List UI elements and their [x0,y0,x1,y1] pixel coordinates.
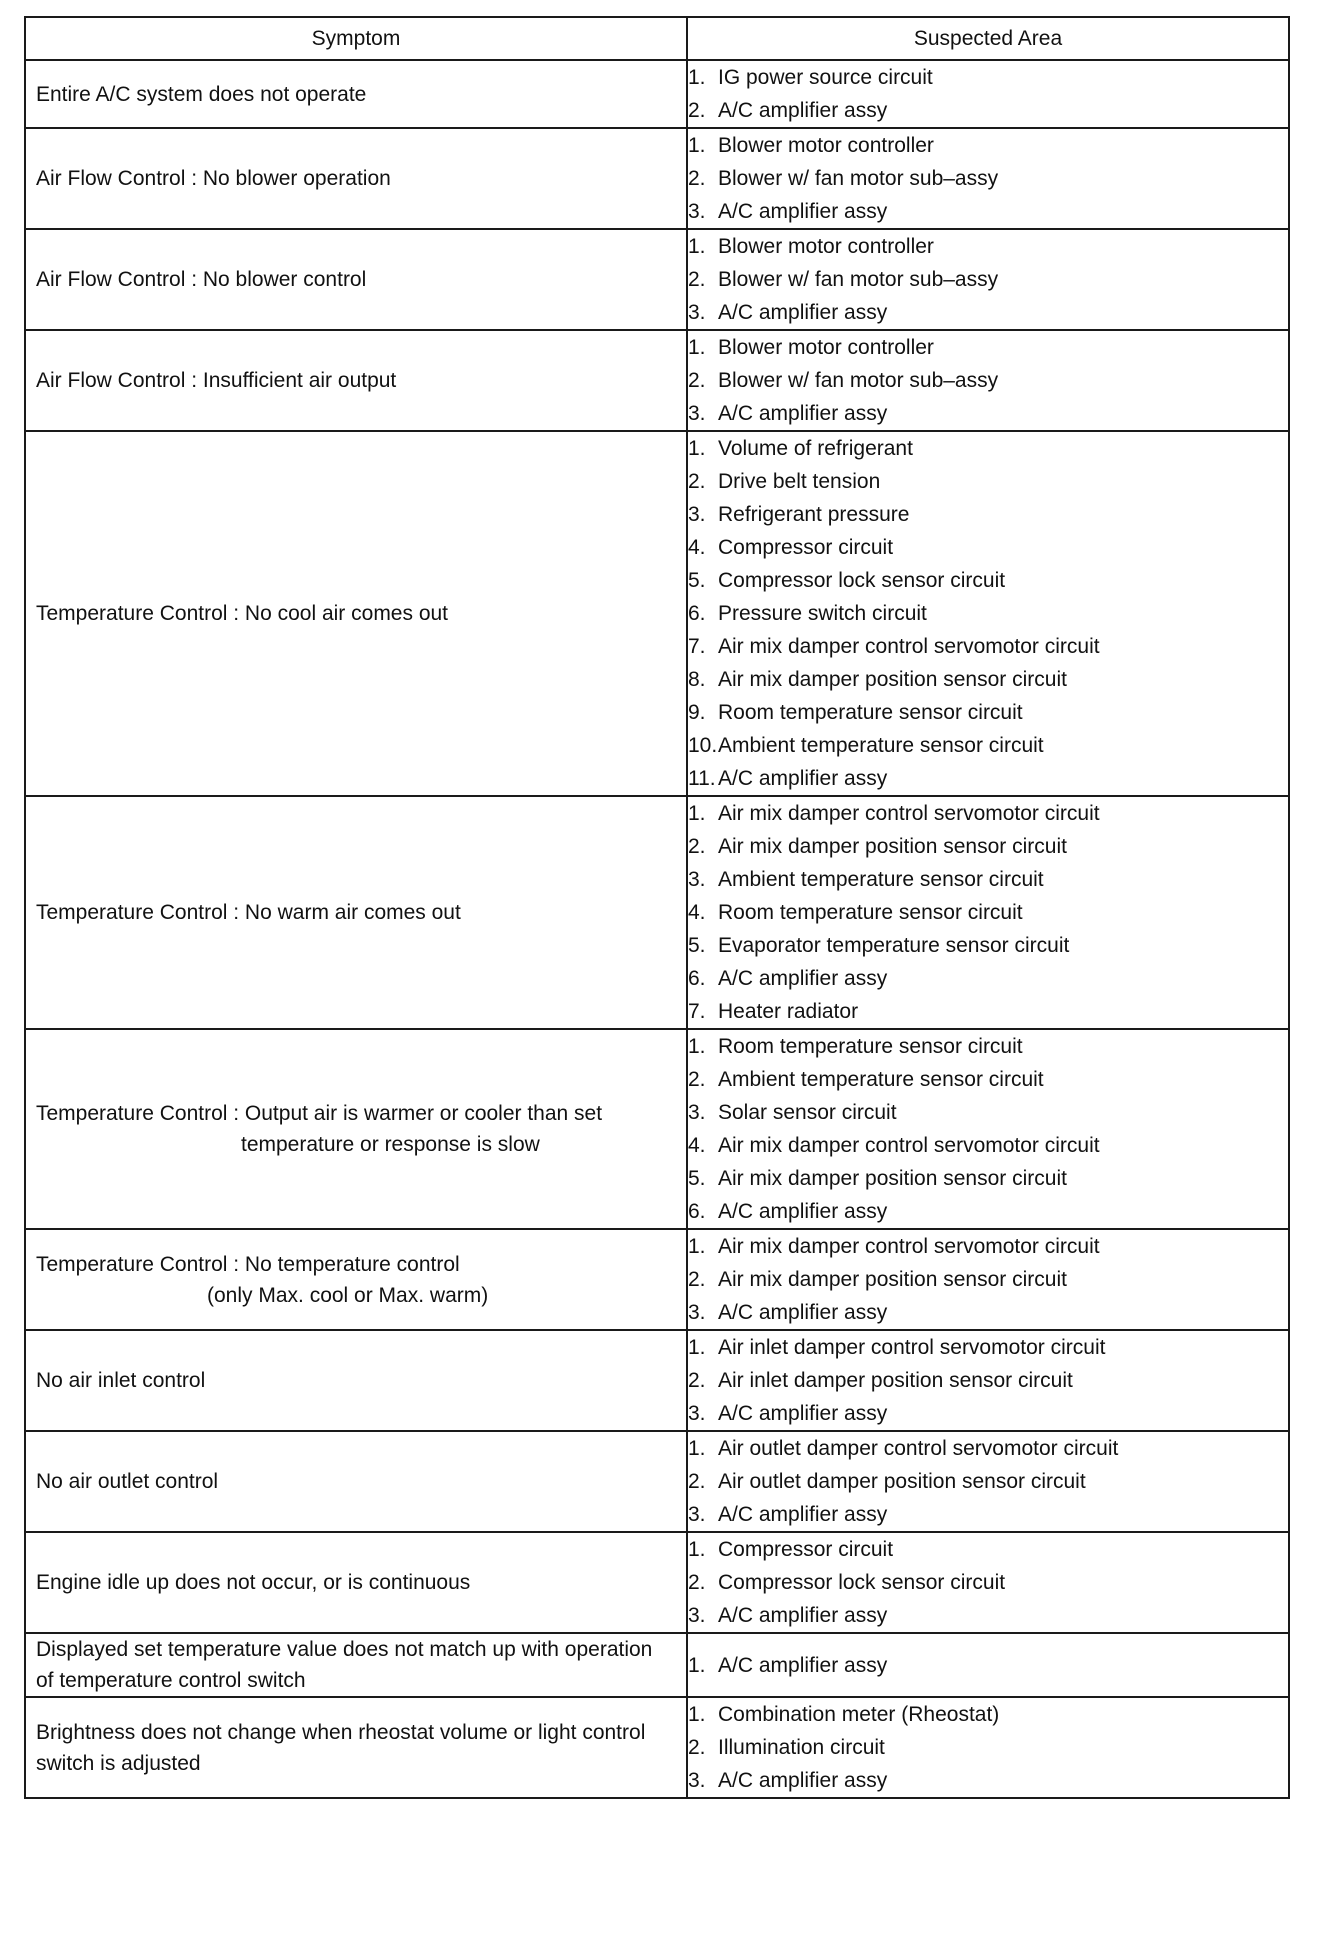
item-text: Illumination circuit [718,1736,885,1759]
table-row [25,796,1289,1029]
symptom-text: Brightness does not change when rheostat volume or light control [36,1720,646,1744]
item-text: A/C amplifier assy [718,967,888,990]
item-number: 1. [688,1336,706,1359]
list-item [688,696,1288,729]
item-text: Combination meter (Rheostat) [718,1703,1000,1726]
item-text: Ambient temperature sensor circuit [718,1068,1044,1091]
item-number: 3. [688,1503,706,1526]
suspected-area-list [688,1230,1288,1329]
item-text: Air mix damper position sensor circuit [718,1167,1067,1190]
item-text: Air mix damper control servomotor circuit [718,1134,1100,1157]
symptom-cell [25,1431,687,1532]
list-item [688,1698,1288,1731]
symptom-text: No air outlet control [36,1470,219,1493]
symptom-cell [25,1532,687,1633]
symptom-text: Entire A/C system does not operate [36,82,367,106]
suspected-area-cell [687,1330,1289,1431]
item-text: Drive belt tension [718,470,881,493]
symptom-cell [25,1633,687,1697]
table-row [25,60,1289,128]
suspected-area-list [688,1649,1288,1682]
item-number: 1. [688,1538,706,1561]
suspected-area-cell [687,128,1289,229]
list-item [688,1296,1288,1329]
item-text: Ambient temperature sensor circuit [718,868,1044,891]
item-text: Volume of refrigerant [718,437,913,460]
item-number: 1. [688,437,706,460]
list-item [688,1397,1288,1430]
item-number: 11. [688,767,716,790]
item-text: Air mix damper control servomotor circuit [718,802,1100,825]
item-number: 6. [688,967,706,990]
item-number: 1. [688,1235,706,1258]
list-item [688,397,1288,430]
item-number: 2. [688,835,706,858]
item-text: Pressure switch circuit [718,602,927,625]
table-row [25,128,1289,229]
symptom-text: Temperature Control : No temperature control [36,1252,460,1276]
item-number: 3. [688,868,706,891]
list-item [688,1764,1288,1797]
item-number: 3. [688,1101,706,1124]
list-item [688,61,1288,94]
item-text: Compressor circuit [718,1538,894,1561]
suspected-area-cell [687,1633,1289,1697]
list-item [688,1465,1288,1498]
item-text: A/C amplifier assy [718,1604,888,1627]
symptom-text: of temperature control switch [36,1669,306,1692]
list-item [688,1129,1288,1162]
list-item [688,663,1288,696]
item-text: Blower motor controller [718,336,934,359]
suspected-area-cell [687,796,1289,1029]
item-number: 5. [688,1167,706,1190]
symptom-cell [25,128,687,229]
item-text: Air mix damper position sensor circuit [718,1268,1067,1291]
list-item [688,863,1288,896]
suspected-area-cell [687,1229,1289,1330]
symptom-text: No air inlet control [36,1369,206,1392]
item-number: 1. [688,1437,706,1460]
item-text: A/C amplifier assy [718,301,888,324]
suspected-area-list [688,230,1288,329]
item-number: 4. [688,536,706,559]
list-item [688,364,1288,397]
item-text: A/C amplifier assy [718,200,888,223]
list-item [688,1498,1288,1531]
list-item [688,498,1288,531]
list-item [688,762,1288,795]
item-text: Compressor lock sensor circuit [718,1571,1006,1594]
list-item [688,432,1288,465]
list-item [688,129,1288,162]
item-text: A/C amplifier assy [718,1200,888,1223]
item-number: 3. [688,503,706,526]
list-item [688,1096,1288,1129]
item-number: 7. [688,635,706,658]
item-text: A/C amplifier assy [718,402,888,425]
item-text: A/C amplifier assy [718,1301,888,1324]
item-text: A/C amplifier assy [718,767,888,790]
list-item [688,896,1288,929]
list-item [688,597,1288,630]
list-item [688,929,1288,962]
symptom-cell [25,60,687,128]
suspected-area-cell [687,60,1289,128]
item-number: 2. [688,1571,706,1594]
item-number: 2. [688,167,706,190]
item-number: 3. [688,301,706,324]
symptom-cell [25,1029,687,1229]
list-item [688,1230,1288,1263]
item-number: 3. [688,402,706,425]
item-text: Air mix damper position sensor circuit [718,668,1067,691]
item-text: Room temperature sensor circuit [718,1035,1023,1058]
item-text: Blower motor controller [718,235,934,258]
item-number: 4. [688,901,706,924]
list-item [688,1195,1288,1228]
item-text: Solar sensor circuit [718,1101,897,1124]
item-text: Heater radiator [718,1000,859,1023]
table-row [25,1029,1289,1229]
item-number: 2. [688,470,706,493]
item-number: 5. [688,934,706,957]
table-row [25,1697,1289,1798]
item-text: Refrigerant pressure [718,503,910,526]
table-row [25,1431,1289,1532]
suspected-area-list [688,1432,1288,1531]
table-row [25,229,1289,330]
list-item [688,1599,1288,1632]
item-text: Air mix damper position sensor circuit [718,835,1067,858]
item-text: Compressor circuit [718,536,894,559]
list-item [688,630,1288,663]
list-item [688,263,1288,296]
symptom-cell [25,796,687,1029]
header-symptom: Symptom [25,17,687,60]
item-number: 1. [688,336,706,359]
item-number: 1. [688,1653,706,1677]
table-row [25,1633,1289,1697]
item-number: 1. [688,235,706,258]
symptom-cell [25,431,687,796]
symptom-cell [25,330,687,431]
item-text: IG power source circuit [718,66,933,89]
list-item [688,331,1288,364]
suspected-area-cell [687,330,1289,431]
suspected-area-list [688,129,1288,228]
symptom-text: Air Flow Control : No blower operation [36,167,391,190]
list-item [688,1731,1288,1764]
symptom-text: switch is adjusted [36,1751,201,1775]
header-suspected-area: Suspected Area [687,17,1289,60]
suspected-area-list [688,1331,1288,1430]
item-number: 1. [688,1035,706,1058]
suspected-area-list [688,1698,1288,1797]
item-number: 1. [688,802,706,825]
list-item [688,94,1288,127]
suspected-area-list [688,797,1288,1028]
list-item [688,1030,1288,1063]
item-number: 2. [688,1369,706,1392]
list-item [688,465,1288,498]
item-text: Room temperature sensor circuit [718,901,1023,924]
header-row [25,17,1289,60]
symptom-cell [25,1697,687,1798]
item-text: A/C amplifier assy [718,1653,888,1677]
item-text: Air inlet damper position sensor circuit [718,1369,1073,1392]
list-item [688,995,1288,1028]
list-item [688,1364,1288,1397]
table-body [25,60,1289,1798]
suspected-area-list [688,1533,1288,1632]
item-number: 1. [688,66,706,89]
item-number: 10. [688,734,718,757]
item-text: Blower w/ fan motor sub–assy [718,167,999,190]
symptom-table [24,16,1290,1799]
item-text: Air outlet damper position sensor circuit [718,1470,1086,1493]
item-number: 2. [688,1268,706,1291]
list-item [688,797,1288,830]
symptom-text: (only Max. cool or Max. warm) [207,1283,489,1307]
list-item [688,1533,1288,1566]
item-number: 2. [688,1470,706,1493]
symptom-text: Engine idle up does not occur, or is continuous [36,1571,471,1594]
item-number: 8. [688,668,706,691]
suspected-area-list [688,331,1288,430]
item-text: Blower motor controller [718,134,934,157]
suspected-area-cell [687,229,1289,330]
symptom-text: Air Flow Control : No blower control [36,268,367,291]
suspected-area-cell [687,1532,1289,1633]
list-item [688,564,1288,597]
item-number: 3. [688,200,706,223]
list-item [688,1331,1288,1364]
symptom-text: Temperature Control : No cool air comes out [36,602,449,625]
table-row [25,431,1289,796]
item-text: Air inlet damper control servomotor circuit [718,1336,1106,1359]
item-number: 3. [688,1301,706,1324]
item-number: 2. [688,1068,706,1091]
suspected-area-cell [687,1431,1289,1532]
item-text: Blower w/ fan motor sub–assy [718,268,999,291]
item-text: Air mix damper control servomotor circuit [718,635,1100,658]
symptom-text: temperature or response is slow [241,1133,540,1156]
item-text: A/C amplifier assy [718,1769,888,1792]
list-item [688,1432,1288,1465]
table-row [25,1229,1289,1330]
symptom-text: Temperature Control : No warm air comes out [36,901,461,924]
item-text: Compressor lock sensor circuit [718,569,1006,592]
suspected-area-cell [687,1697,1289,1798]
item-number: 6. [688,1200,706,1223]
symptom-cell [25,229,687,330]
table-row [25,1532,1289,1633]
suspected-area-list [688,432,1288,795]
list-item [688,1263,1288,1296]
item-number: 7. [688,1000,706,1023]
suspected-area-list [688,61,1288,127]
item-number: 2. [688,99,706,122]
item-number: 9. [688,701,706,724]
suspected-area-cell [687,431,1289,796]
item-number: 3. [688,1769,706,1792]
list-item [688,1566,1288,1599]
item-text: Room temperature sensor circuit [718,701,1023,724]
item-number: 6. [688,602,706,625]
item-number: 2. [688,1736,706,1759]
list-item [688,729,1288,762]
suspected-area-cell [687,1029,1289,1229]
item-text: Blower w/ fan motor sub–assy [718,369,999,392]
item-number: 1. [688,1703,706,1726]
list-item [688,1649,1288,1682]
item-text: A/C amplifier assy [718,1402,888,1425]
symptom-cell [25,1330,687,1431]
item-text: Air mix damper control servomotor circuit [718,1235,1100,1258]
table-row [25,1330,1289,1431]
item-number: 4. [688,1134,706,1157]
item-text: Evaporator temperature sensor circuit [718,934,1070,957]
list-item [688,830,1288,863]
list-item [688,1162,1288,1195]
item-number: 2. [688,369,706,392]
symptom-text: Air Flow Control : Insufficient air output [36,369,397,392]
symptom-text: Displayed set temperature value does not match up with operation [36,1638,653,1661]
list-item [688,162,1288,195]
item-text: A/C amplifier assy [718,1503,888,1526]
item-number: 1. [688,134,706,157]
item-number: 5. [688,569,706,592]
item-number: 3. [688,1402,706,1425]
suspected-area-list [688,1030,1288,1228]
list-item [688,296,1288,329]
symptom-cell [25,1229,687,1330]
item-text: Air outlet damper control servomotor circuit [718,1437,1119,1460]
item-text: Ambient temperature sensor circuit [718,734,1044,757]
item-text: A/C amplifier assy [718,99,888,122]
list-item [688,531,1288,564]
list-item [688,230,1288,263]
list-item [688,195,1288,228]
item-number: 2. [688,268,706,291]
list-item [688,1063,1288,1096]
list-item [688,962,1288,995]
item-number: 3. [688,1604,706,1627]
symptom-text: Temperature Control : Output air is warmer or cooler than set [36,1102,603,1125]
table-row [25,330,1289,431]
